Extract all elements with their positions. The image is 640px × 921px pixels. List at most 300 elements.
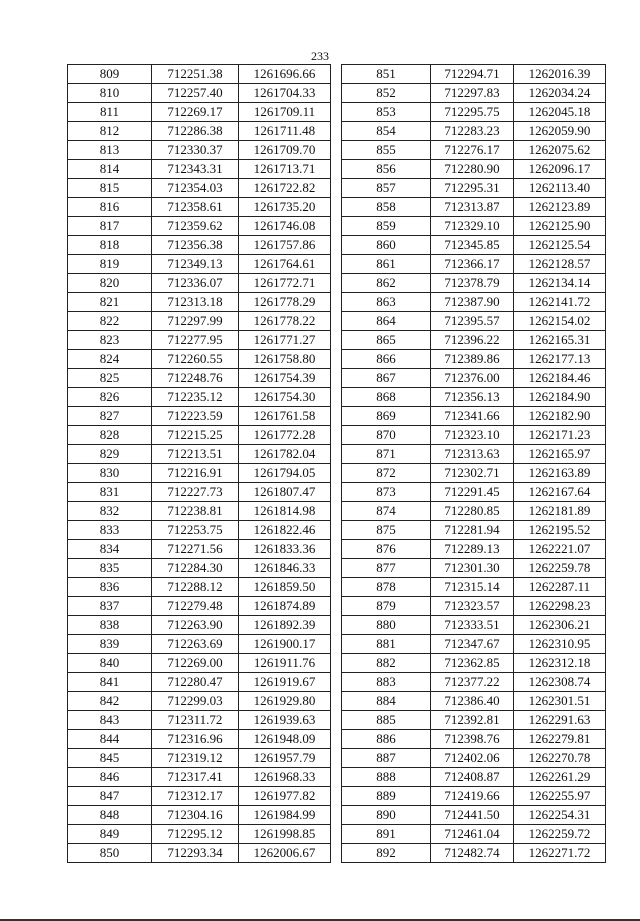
y-coordinate-cell: 1262113.40 <box>514 179 606 198</box>
point-number-cell: 882 <box>342 654 431 673</box>
point-number-cell: 832 <box>68 502 152 521</box>
point-number-cell: 814 <box>68 160 152 179</box>
x-coordinate-cell: 712313.87 <box>431 198 514 217</box>
y-coordinate-cell: 1261761.58 <box>239 407 331 426</box>
y-coordinate-cell: 1262167.64 <box>514 483 606 502</box>
table-row <box>68 445 331 464</box>
x-coordinate-cell: 712356.38 <box>152 236 239 255</box>
point-number-cell: 873 <box>342 483 431 502</box>
table-row <box>342 825 606 844</box>
y-coordinate-cell: 1261892.39 <box>239 616 331 635</box>
x-coordinate-cell: 712441.50 <box>431 806 514 825</box>
point-number-cell: 857 <box>342 179 431 198</box>
point-number-cell: 863 <box>342 293 431 312</box>
point-number-cell: 861 <box>342 255 431 274</box>
point-number-cell: 813 <box>68 141 152 160</box>
y-coordinate-cell: 1262034.24 <box>514 84 606 103</box>
y-coordinate-cell: 1262163.89 <box>514 464 606 483</box>
table-row <box>342 559 606 578</box>
x-coordinate-cell: 712330.37 <box>152 141 239 160</box>
point-number-cell: 817 <box>68 217 152 236</box>
point-number-cell: 811 <box>68 103 152 122</box>
point-number-cell: 827 <box>68 407 152 426</box>
x-coordinate-cell: 712356.13 <box>431 388 514 407</box>
y-coordinate-cell: 1262291.63 <box>514 711 606 730</box>
y-coordinate-cell: 1262154.02 <box>514 312 606 331</box>
table-row <box>68 236 331 255</box>
table-row <box>68 521 331 540</box>
y-coordinate-cell: 1261807.47 <box>239 483 331 502</box>
table-row <box>68 388 331 407</box>
table-row <box>68 787 331 806</box>
point-number-cell: 862 <box>342 274 431 293</box>
table-row <box>342 540 606 559</box>
y-coordinate-cell: 1262059.90 <box>514 122 606 141</box>
y-coordinate-cell: 1262261.29 <box>514 768 606 787</box>
x-coordinate-cell: 712378.79 <box>431 274 514 293</box>
y-coordinate-cell: 1261722.82 <box>239 179 331 198</box>
table-row <box>342 635 606 654</box>
y-coordinate-cell: 1262125.90 <box>514 217 606 236</box>
point-number-cell: 820 <box>68 274 152 293</box>
table-row <box>68 635 331 654</box>
y-coordinate-cell: 1262221.07 <box>514 540 606 559</box>
point-number-cell: 855 <box>342 141 431 160</box>
table-row <box>68 825 331 844</box>
x-coordinate-cell: 712395.57 <box>431 312 514 331</box>
point-number-cell: 825 <box>68 369 152 388</box>
point-number-cell: 809 <box>68 65 152 84</box>
y-coordinate-cell: 1262312.18 <box>514 654 606 673</box>
table-row <box>342 806 606 825</box>
x-coordinate-cell: 712323.10 <box>431 426 514 445</box>
table-row <box>68 768 331 787</box>
y-coordinate-cell: 1262184.46 <box>514 369 606 388</box>
table-row <box>342 730 606 749</box>
y-coordinate-cell: 1262255.97 <box>514 787 606 806</box>
coordinates-table-left-body <box>68 65 331 863</box>
point-number-cell: 866 <box>342 350 431 369</box>
x-coordinate-cell: 712215.25 <box>152 426 239 445</box>
coordinates-table-left <box>67 64 331 863</box>
x-coordinate-cell: 712482.74 <box>431 844 514 863</box>
x-coordinate-cell: 712343.31 <box>152 160 239 179</box>
y-coordinate-cell: 1261846.33 <box>239 559 331 578</box>
y-coordinate-cell: 1261782.04 <box>239 445 331 464</box>
table-row <box>342 521 606 540</box>
x-coordinate-cell: 712281.94 <box>431 521 514 540</box>
x-coordinate-cell: 712336.07 <box>152 274 239 293</box>
y-coordinate-cell: 1261939.63 <box>239 711 331 730</box>
y-coordinate-cell: 1262306.21 <box>514 616 606 635</box>
y-coordinate-cell: 1262165.31 <box>514 331 606 350</box>
x-coordinate-cell: 712227.73 <box>152 483 239 502</box>
point-number-cell: 878 <box>342 578 431 597</box>
y-coordinate-cell: 1262279.81 <box>514 730 606 749</box>
y-coordinate-cell: 1261929.80 <box>239 692 331 711</box>
point-number-cell: 871 <box>342 445 431 464</box>
y-coordinate-cell: 1261709.70 <box>239 141 331 160</box>
y-coordinate-cell: 1261772.28 <box>239 426 331 445</box>
y-coordinate-cell: 1261900.17 <box>239 635 331 654</box>
x-coordinate-cell: 712295.75 <box>431 103 514 122</box>
x-coordinate-cell: 712315.14 <box>431 578 514 597</box>
x-coordinate-cell: 712461.04 <box>431 825 514 844</box>
table-row <box>68 217 331 236</box>
x-coordinate-cell: 712293.34 <box>152 844 239 863</box>
x-coordinate-cell: 712299.03 <box>152 692 239 711</box>
table-row <box>342 84 606 103</box>
x-coordinate-cell: 712257.40 <box>152 84 239 103</box>
x-coordinate-cell: 712387.90 <box>431 293 514 312</box>
point-number-cell: 853 <box>342 103 431 122</box>
y-coordinate-cell: 1262259.72 <box>514 825 606 844</box>
table-row <box>342 369 606 388</box>
x-coordinate-cell: 712284.30 <box>152 559 239 578</box>
x-coordinate-cell: 712304.16 <box>152 806 239 825</box>
point-number-cell: 876 <box>342 540 431 559</box>
page-number: 233 <box>311 49 329 63</box>
point-number-cell: 856 <box>342 160 431 179</box>
table-row <box>342 673 606 692</box>
y-coordinate-cell: 1262259.78 <box>514 559 606 578</box>
table-row <box>342 597 606 616</box>
table-row <box>342 217 606 236</box>
point-number-cell: 826 <box>68 388 152 407</box>
x-coordinate-cell: 712283.23 <box>431 122 514 141</box>
x-coordinate-cell: 712301.30 <box>431 559 514 578</box>
y-coordinate-cell: 1261764.61 <box>239 255 331 274</box>
table-row <box>68 122 331 141</box>
x-coordinate-cell: 712323.57 <box>431 597 514 616</box>
point-number-cell: 829 <box>68 445 152 464</box>
table-row <box>342 274 606 293</box>
y-coordinate-cell: 1261822.46 <box>239 521 331 540</box>
table-row <box>68 407 331 426</box>
x-coordinate-cell: 712302.71 <box>431 464 514 483</box>
x-coordinate-cell: 712280.47 <box>152 673 239 692</box>
y-coordinate-cell: 1261984.99 <box>239 806 331 825</box>
x-coordinate-cell: 712316.96 <box>152 730 239 749</box>
y-coordinate-cell: 1262006.67 <box>239 844 331 863</box>
x-coordinate-cell: 712345.85 <box>431 236 514 255</box>
x-coordinate-cell: 712295.31 <box>431 179 514 198</box>
x-coordinate-cell: 712297.83 <box>431 84 514 103</box>
point-number-cell: 841 <box>68 673 152 692</box>
point-number-cell: 867 <box>342 369 431 388</box>
point-number-cell: 874 <box>342 502 431 521</box>
x-coordinate-cell: 712319.12 <box>152 749 239 768</box>
table-row <box>342 122 606 141</box>
point-number-cell: 886 <box>342 730 431 749</box>
x-coordinate-cell: 712354.03 <box>152 179 239 198</box>
x-coordinate-cell: 712392.81 <box>431 711 514 730</box>
point-number-cell: 812 <box>68 122 152 141</box>
point-number-cell: 887 <box>342 749 431 768</box>
x-coordinate-cell: 712313.63 <box>431 445 514 464</box>
y-coordinate-cell: 1261754.39 <box>239 369 331 388</box>
x-coordinate-cell: 712223.59 <box>152 407 239 426</box>
x-coordinate-cell: 712269.17 <box>152 103 239 122</box>
y-coordinate-cell: 1261968.33 <box>239 768 331 787</box>
y-coordinate-cell: 1262045.18 <box>514 103 606 122</box>
table-row <box>342 293 606 312</box>
point-number-cell: 840 <box>68 654 152 673</box>
table-row <box>342 445 606 464</box>
table-row <box>342 255 606 274</box>
point-number-cell: 889 <box>342 787 431 806</box>
point-number-cell: 810 <box>68 84 152 103</box>
table-row <box>342 179 606 198</box>
table-row <box>68 274 331 293</box>
table-row <box>68 578 331 597</box>
table-row <box>68 540 331 559</box>
table-row <box>68 597 331 616</box>
table-row <box>68 502 331 521</box>
y-coordinate-cell: 1262134.14 <box>514 274 606 293</box>
y-coordinate-cell: 1261754.30 <box>239 388 331 407</box>
y-coordinate-cell: 1262310.95 <box>514 635 606 654</box>
y-coordinate-cell: 1262141.72 <box>514 293 606 312</box>
y-coordinate-cell: 1261911.76 <box>239 654 331 673</box>
y-coordinate-cell: 1261957.79 <box>239 749 331 768</box>
point-number-cell: 884 <box>342 692 431 711</box>
table-row <box>68 255 331 274</box>
point-number-cell: 885 <box>342 711 431 730</box>
y-coordinate-cell: 1262287.11 <box>514 578 606 597</box>
x-coordinate-cell: 712216.91 <box>152 464 239 483</box>
table-row <box>68 749 331 768</box>
y-coordinate-cell: 1261919.67 <box>239 673 331 692</box>
table-row <box>68 711 331 730</box>
table-row <box>342 692 606 711</box>
point-number-cell: 822 <box>68 312 152 331</box>
table-row <box>342 483 606 502</box>
table-row <box>342 578 606 597</box>
x-coordinate-cell: 712286.38 <box>152 122 239 141</box>
x-coordinate-cell: 712251.38 <box>152 65 239 84</box>
point-number-cell: 843 <box>68 711 152 730</box>
y-coordinate-cell: 1261696.66 <box>239 65 331 84</box>
point-number-cell: 834 <box>68 540 152 559</box>
y-coordinate-cell: 1261874.89 <box>239 597 331 616</box>
y-coordinate-cell: 1261977.82 <box>239 787 331 806</box>
table-row <box>68 464 331 483</box>
table-row <box>342 616 606 635</box>
point-number-cell: 858 <box>342 198 431 217</box>
table-row <box>68 312 331 331</box>
x-coordinate-cell: 712294.71 <box>431 65 514 84</box>
table-row <box>342 388 606 407</box>
table-row <box>342 464 606 483</box>
y-coordinate-cell: 1262271.72 <box>514 844 606 863</box>
x-coordinate-cell: 712235.12 <box>152 388 239 407</box>
x-coordinate-cell: 712358.61 <box>152 198 239 217</box>
point-number-cell: 891 <box>342 825 431 844</box>
x-coordinate-cell: 712311.72 <box>152 711 239 730</box>
table-row <box>342 426 606 445</box>
x-coordinate-cell: 712277.95 <box>152 331 239 350</box>
table-row <box>68 369 331 388</box>
y-coordinate-cell: 1261778.29 <box>239 293 331 312</box>
point-number-cell: 877 <box>342 559 431 578</box>
point-number-cell: 892 <box>342 844 431 863</box>
x-coordinate-cell: 712386.40 <box>431 692 514 711</box>
table-row <box>342 331 606 350</box>
table-row <box>68 692 331 711</box>
x-coordinate-cell: 712280.90 <box>431 160 514 179</box>
table-row <box>342 654 606 673</box>
point-number-cell: 879 <box>342 597 431 616</box>
point-number-cell: 880 <box>342 616 431 635</box>
y-coordinate-cell: 1262177.13 <box>514 350 606 369</box>
x-coordinate-cell: 712398.76 <box>431 730 514 749</box>
y-coordinate-cell: 1261833.36 <box>239 540 331 559</box>
x-coordinate-cell: 712341.66 <box>431 407 514 426</box>
x-coordinate-cell: 712295.12 <box>152 825 239 844</box>
x-coordinate-cell: 712317.41 <box>152 768 239 787</box>
x-coordinate-cell: 712396.22 <box>431 331 514 350</box>
x-coordinate-cell: 712362.85 <box>431 654 514 673</box>
y-coordinate-cell: 1262125.54 <box>514 236 606 255</box>
x-coordinate-cell: 712389.86 <box>431 350 514 369</box>
point-number-cell: 821 <box>68 293 152 312</box>
point-number-cell: 844 <box>68 730 152 749</box>
y-coordinate-cell: 1261713.71 <box>239 160 331 179</box>
point-number-cell: 890 <box>342 806 431 825</box>
point-number-cell: 835 <box>68 559 152 578</box>
point-number-cell: 865 <box>342 331 431 350</box>
table-row <box>68 483 331 502</box>
x-coordinate-cell: 712260.55 <box>152 350 239 369</box>
table-row <box>342 407 606 426</box>
point-number-cell: 845 <box>68 749 152 768</box>
x-coordinate-cell: 712271.56 <box>152 540 239 559</box>
point-number-cell: 838 <box>68 616 152 635</box>
x-coordinate-cell: 712347.67 <box>431 635 514 654</box>
point-number-cell: 842 <box>68 692 152 711</box>
table-row <box>68 84 331 103</box>
y-coordinate-cell: 1262181.89 <box>514 502 606 521</box>
x-coordinate-cell: 712288.12 <box>152 578 239 597</box>
y-coordinate-cell: 1261758.80 <box>239 350 331 369</box>
y-coordinate-cell: 1262195.52 <box>514 521 606 540</box>
x-coordinate-cell: 712313.18 <box>152 293 239 312</box>
y-coordinate-cell: 1261746.08 <box>239 217 331 236</box>
table-row <box>342 711 606 730</box>
y-coordinate-cell: 1262075.62 <box>514 141 606 160</box>
y-coordinate-cell: 1262298.23 <box>514 597 606 616</box>
point-number-cell: 859 <box>342 217 431 236</box>
point-number-cell: 869 <box>342 407 431 426</box>
table-row <box>342 236 606 255</box>
table-row <box>68 730 331 749</box>
coordinates-table-right-body <box>342 65 606 863</box>
point-number-cell: 830 <box>68 464 152 483</box>
point-number-cell: 860 <box>342 236 431 255</box>
x-coordinate-cell: 712419.66 <box>431 787 514 806</box>
x-coordinate-cell: 712408.87 <box>431 768 514 787</box>
table-row <box>68 616 331 635</box>
y-coordinate-cell: 1261772.71 <box>239 274 331 293</box>
point-number-cell: 828 <box>68 426 152 445</box>
coordinates-table-right <box>341 64 606 863</box>
table-row <box>342 350 606 369</box>
point-number-cell: 847 <box>68 787 152 806</box>
point-number-cell: 839 <box>68 635 152 654</box>
table-row <box>342 160 606 179</box>
point-number-cell: 818 <box>68 236 152 255</box>
point-number-cell: 864 <box>342 312 431 331</box>
y-coordinate-cell: 1261771.27 <box>239 331 331 350</box>
point-number-cell: 823 <box>68 331 152 350</box>
point-number-cell: 846 <box>68 768 152 787</box>
table-row <box>342 198 606 217</box>
x-coordinate-cell: 712291.45 <box>431 483 514 502</box>
x-coordinate-cell: 712238.81 <box>152 502 239 521</box>
point-number-cell: 836 <box>68 578 152 597</box>
y-coordinate-cell: 1261704.33 <box>239 84 331 103</box>
y-coordinate-cell: 1261794.05 <box>239 464 331 483</box>
point-number-cell: 831 <box>68 483 152 502</box>
table-row <box>342 844 606 863</box>
point-number-cell: 888 <box>342 768 431 787</box>
y-coordinate-cell: 1261814.98 <box>239 502 331 521</box>
y-coordinate-cell: 1262308.74 <box>514 673 606 692</box>
table-row <box>342 502 606 521</box>
point-number-cell: 868 <box>342 388 431 407</box>
x-coordinate-cell: 712248.76 <box>152 369 239 388</box>
y-coordinate-cell: 1262128.57 <box>514 255 606 274</box>
point-number-cell: 854 <box>342 122 431 141</box>
table-row <box>68 654 331 673</box>
y-coordinate-cell: 1261709.11 <box>239 103 331 122</box>
table-row <box>342 65 606 84</box>
x-coordinate-cell: 712263.69 <box>152 635 239 654</box>
table-row <box>342 103 606 122</box>
x-coordinate-cell: 712359.62 <box>152 217 239 236</box>
x-coordinate-cell: 712333.51 <box>431 616 514 635</box>
y-coordinate-cell: 1262096.17 <box>514 160 606 179</box>
x-coordinate-cell: 712377.22 <box>431 673 514 692</box>
point-number-cell: 883 <box>342 673 431 692</box>
point-number-cell: 816 <box>68 198 152 217</box>
table-row <box>68 559 331 578</box>
table-row <box>68 673 331 692</box>
x-coordinate-cell: 712376.00 <box>431 369 514 388</box>
x-coordinate-cell: 712253.75 <box>152 521 239 540</box>
x-coordinate-cell: 712366.17 <box>431 255 514 274</box>
table-row <box>68 179 331 198</box>
y-coordinate-cell: 1261757.86 <box>239 236 331 255</box>
point-number-cell: 849 <box>68 825 152 844</box>
y-coordinate-cell: 1262184.90 <box>514 388 606 407</box>
y-coordinate-cell: 1261778.22 <box>239 312 331 331</box>
table-row <box>342 141 606 160</box>
y-coordinate-cell: 1262301.51 <box>514 692 606 711</box>
point-number-cell: 848 <box>68 806 152 825</box>
point-number-cell: 881 <box>342 635 431 654</box>
y-coordinate-cell: 1262182.90 <box>514 407 606 426</box>
point-number-cell: 851 <box>342 65 431 84</box>
point-number-cell: 819 <box>68 255 152 274</box>
x-coordinate-cell: 712289.13 <box>431 540 514 559</box>
table-row <box>342 787 606 806</box>
table-row <box>68 331 331 350</box>
point-number-cell: 815 <box>68 179 152 198</box>
table-row <box>68 806 331 825</box>
table-row <box>68 293 331 312</box>
